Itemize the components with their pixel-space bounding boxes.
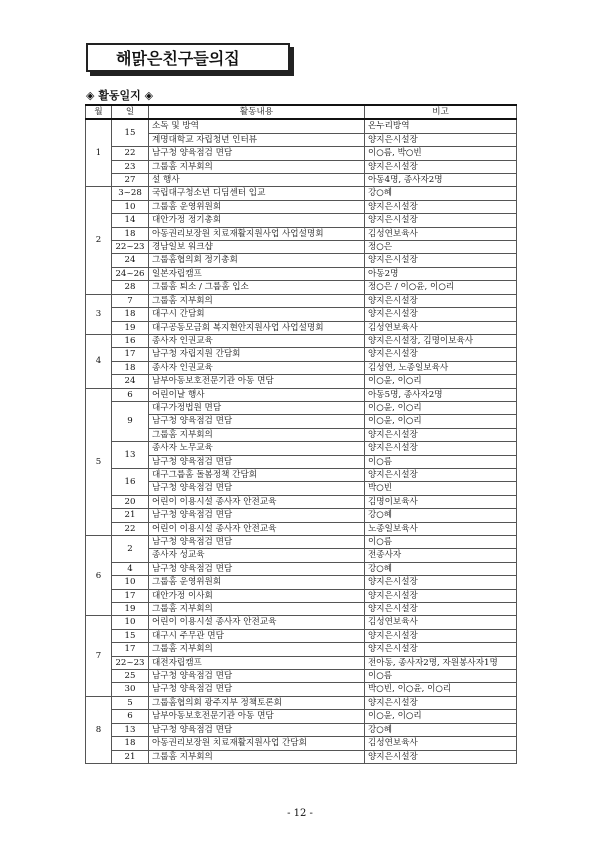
content-cell: 남구청 양육점검 면담: [149, 536, 365, 549]
note-cell: 이○윤, 이○리: [365, 375, 517, 388]
note-cell: 양지은시설장: [365, 468, 517, 481]
table-row: [86, 643, 517, 656]
content-cell: 남구청 양육점검 면담: [149, 147, 365, 160]
day-cell: 10: [112, 576, 149, 589]
day-cell: 17: [112, 643, 149, 656]
table-row: [86, 455, 517, 468]
note-cell: 양지은시설장: [365, 348, 517, 361]
table-row: [86, 388, 517, 401]
table-row: [86, 589, 517, 602]
day-cell: 21: [112, 750, 149, 763]
day-cell: 15: [112, 629, 149, 642]
content-cell: 남구청 양육점검 면담: [149, 562, 365, 575]
content-cell: 종사자 인권교육: [149, 361, 365, 374]
table-row: [86, 294, 517, 307]
day-cell: 6: [112, 388, 149, 401]
day-cell: 18: [112, 361, 149, 374]
content-cell: 어린이날 행사: [149, 388, 365, 401]
note-cell: 양지은시설장: [365, 254, 517, 267]
table-row: [86, 200, 517, 213]
table-row: [86, 576, 517, 589]
content-cell: 그룹홈 지부회의: [149, 603, 365, 616]
content-cell: 소독 및 방역: [149, 119, 365, 133]
note-cell: 김성연보육사: [365, 737, 517, 750]
header-content: 활동내용: [149, 105, 365, 119]
note-cell: 양지은시설장: [365, 603, 517, 616]
content-cell: 대구그룹홈 돌봄정책 간담회: [149, 468, 365, 481]
content-cell: 남부아동보호전문기관 아동 면담: [149, 710, 365, 723]
table-row: [86, 375, 517, 388]
day-cell: 22: [112, 522, 149, 535]
note-cell: 양지은시설장: [365, 576, 517, 589]
content-cell: 그룹홈협의회 정기총회: [149, 254, 365, 267]
content-cell: 그룹홈 지부회의: [149, 428, 365, 441]
day-cell: 9: [112, 401, 149, 441]
day-cell: 24: [112, 375, 149, 388]
table-row: [86, 670, 517, 683]
table-row: [86, 603, 517, 616]
note-cell: 양지은시설장: [365, 160, 517, 173]
table-row: [86, 267, 517, 280]
day-cell: 22~23: [112, 241, 149, 254]
table-row: [86, 656, 517, 669]
content-cell: 남구청 자립지원 간담회: [149, 348, 365, 361]
header-day: 일: [112, 105, 149, 119]
note-cell: 전아동, 종사자2명, 자원봉사자1명: [365, 656, 517, 669]
content-cell: 대안가정 정기총회: [149, 214, 365, 227]
note-cell: 김성연보육사: [365, 321, 517, 334]
content-cell: 그룹홈 지부회의: [149, 643, 365, 656]
table-row: [86, 401, 517, 414]
note-cell: 양지은시설장: [365, 294, 517, 307]
table-row: [86, 133, 517, 146]
content-cell: 그룹홈 지부회의: [149, 750, 365, 763]
content-cell: 대구시 간담회: [149, 308, 365, 321]
day-cell: 13: [112, 442, 149, 469]
content-cell: 종사자 인권교육: [149, 334, 365, 347]
note-cell: 김성연, 노종일보육사: [365, 361, 517, 374]
note-cell: 노종일보육사: [365, 522, 517, 535]
table-row: [86, 616, 517, 629]
month-cell: 3: [86, 294, 112, 334]
day-cell: 7: [112, 294, 149, 307]
table-row: [86, 334, 517, 347]
note-cell: 김성연보육사: [365, 227, 517, 240]
table-row: [86, 214, 517, 227]
day-cell: 13: [112, 723, 149, 736]
table-row: [86, 281, 517, 294]
table-body: [86, 119, 517, 763]
note-cell: 전종사자: [365, 549, 517, 562]
content-cell: 어린이 이용시설 종사자 안전교육: [149, 495, 365, 508]
day-cell: 4: [112, 562, 149, 575]
day-cell: 14: [112, 214, 149, 227]
activity-log-table: [85, 104, 517, 764]
table-row: [86, 482, 517, 495]
content-cell: 국립대구청소년 디딤센터 입교: [149, 187, 365, 200]
note-cell: 박○빈, 이○윤, 이○리: [365, 683, 517, 696]
content-cell: 그룹홈 운영위원회: [149, 200, 365, 213]
table-row: [86, 710, 517, 723]
note-cell: 양지은시설장: [365, 629, 517, 642]
table-row: [86, 442, 517, 455]
page-number: - 12 -: [287, 808, 313, 819]
note-cell: 아동4명, 종사자2명: [365, 174, 517, 187]
content-cell: 남구청 양육점검 면담: [149, 415, 365, 428]
content-cell: 대구가정법원 면담: [149, 401, 365, 414]
table-row: [86, 468, 517, 481]
day-cell: 18: [112, 308, 149, 321]
table-row: [86, 629, 517, 642]
note-cell: 양지은시설장: [365, 589, 517, 602]
note-cell: 양지은시설장, 김명이보육사: [365, 334, 517, 347]
content-cell: 그룹홈 지부회의: [149, 294, 365, 307]
day-cell: 16: [112, 468, 149, 495]
note-cell: 양지은시설장: [365, 133, 517, 146]
table-row: [86, 509, 517, 522]
content-cell: 아동권리보장원 치료재활지원사업 사업설명회: [149, 227, 365, 240]
day-cell: 16: [112, 334, 149, 347]
note-cell: 양지은시설장: [365, 750, 517, 763]
content-cell: 경남일보 워크샵: [149, 241, 365, 254]
note-cell: 양지은시설장: [365, 442, 517, 455]
content-cell: 설 행사: [149, 174, 365, 187]
day-cell: 25: [112, 670, 149, 683]
content-cell: 남구청 양육점검 면담: [149, 509, 365, 522]
table-row: [86, 361, 517, 374]
note-cell: 아동5명, 종사자2명: [365, 388, 517, 401]
day-cell: 24: [112, 254, 149, 267]
day-cell: 22~23: [112, 656, 149, 669]
header-note: 비고: [365, 105, 517, 119]
content-cell: 대전자립캠프: [149, 656, 365, 669]
note-cell: 양지은시설장: [365, 214, 517, 227]
day-cell: 23: [112, 160, 149, 173]
content-cell: 대안가정 이사회: [149, 589, 365, 602]
document-title: 해맑은친구들의집: [116, 49, 240, 68]
note-cell: 강○혜: [365, 187, 517, 200]
note-cell: 이○윤, 이○리: [365, 415, 517, 428]
day-cell: 24~26: [112, 267, 149, 280]
day-cell: 20: [112, 495, 149, 508]
note-cell: 이○름: [365, 455, 517, 468]
table-row: [86, 737, 517, 750]
content-cell: 그룹홈 퇴소 / 그룹홈 입소: [149, 281, 365, 294]
day-cell: 28: [112, 281, 149, 294]
note-cell: 양지은시설장: [365, 428, 517, 441]
day-cell: 18: [112, 227, 149, 240]
day-cell: 19: [112, 603, 149, 616]
table-row: [86, 549, 517, 562]
day-cell: 19: [112, 321, 149, 334]
table-row: [86, 147, 517, 160]
content-cell: 대구공동모금회 복지현안지원사업 사업설명회: [149, 321, 365, 334]
day-cell: 3~28: [112, 187, 149, 200]
table-row: [86, 308, 517, 321]
day-cell: 30: [112, 683, 149, 696]
table-row: [86, 321, 517, 334]
content-cell: 남구청 양육점검 면담: [149, 723, 365, 736]
table-row: [86, 696, 517, 709]
note-cell: 이○름: [365, 536, 517, 549]
note-cell: 온누리방역: [365, 119, 517, 133]
note-cell: 강○혜: [365, 723, 517, 736]
note-cell: 이○윤, 이○리: [365, 710, 517, 723]
content-cell: 그룹홈협의회 광주지부 정책토론회: [149, 696, 365, 709]
table-row: [86, 750, 517, 763]
table-row: [86, 254, 517, 267]
note-cell: 정○은: [365, 241, 517, 254]
content-cell: 어린이 이용시설 종사자 안전교육: [149, 616, 365, 629]
content-cell: 대구시 주무관 면담: [149, 629, 365, 642]
table-row: [86, 536, 517, 549]
note-cell: 김성연보육사: [365, 616, 517, 629]
content-cell: 남구청 양육점검 면담: [149, 670, 365, 683]
content-cell: 남구청 양육점검 면담: [149, 683, 365, 696]
day-cell: 2: [112, 536, 149, 563]
table-row: [86, 348, 517, 361]
table-row: [86, 683, 517, 696]
table-row: [86, 160, 517, 173]
table-row: [86, 723, 517, 736]
document-title-box: [86, 43, 290, 72]
content-cell: 남구청 양육점검 면담: [149, 455, 365, 468]
day-cell: 18: [112, 737, 149, 750]
note-cell: 양지은시설장: [365, 696, 517, 709]
month-cell: 8: [86, 696, 112, 763]
note-cell: 이○름, 박○빈: [365, 147, 517, 160]
month-cell: 2: [86, 187, 112, 294]
table-row: [86, 174, 517, 187]
note-cell: 김명이보육사: [365, 495, 517, 508]
table-row: [86, 119, 517, 133]
note-cell: 강○혜: [365, 562, 517, 575]
month-cell: 7: [86, 616, 112, 696]
section-title: ◈ 활동일지 ◈: [86, 89, 154, 102]
month-cell: 6: [86, 536, 112, 616]
content-cell: 그룹홈 지부회의: [149, 160, 365, 173]
day-cell: 17: [112, 589, 149, 602]
day-cell: 21: [112, 509, 149, 522]
content-cell: 계명대학교 자립청년 인터뷰: [149, 133, 365, 146]
content-cell: 어린이 이용시설 종사자 안전교육: [149, 522, 365, 535]
note-cell: 이○름: [365, 670, 517, 683]
day-cell: 10: [112, 200, 149, 213]
note-cell: 양지은시설장: [365, 308, 517, 321]
table-row: [86, 241, 517, 254]
table-row: [86, 495, 517, 508]
day-cell: 27: [112, 174, 149, 187]
day-cell: 17: [112, 348, 149, 361]
table-header-row: [86, 105, 517, 119]
note-cell: 양지은시설장: [365, 643, 517, 656]
header-month: 월: [86, 105, 112, 119]
day-cell: 5: [112, 696, 149, 709]
day-cell: 22: [112, 147, 149, 160]
table-row: [86, 187, 517, 200]
month-cell: 1: [86, 119, 112, 187]
table-row: [86, 562, 517, 575]
table-row: [86, 522, 517, 535]
month-cell: 5: [86, 388, 112, 535]
note-cell: 정○은 / 이○윤, 이○리: [365, 281, 517, 294]
content-cell: 종사자 성교육: [149, 549, 365, 562]
content-cell: 그룹홈 운영위원회: [149, 576, 365, 589]
content-cell: 남구청 양육점검 면담: [149, 482, 365, 495]
note-cell: 이○윤, 이○리: [365, 401, 517, 414]
day-cell: 6: [112, 710, 149, 723]
content-cell: 아동권리보장원 치료재활지원사업 간담회: [149, 737, 365, 750]
month-cell: 4: [86, 334, 112, 388]
note-cell: 박○빈: [365, 482, 517, 495]
day-cell: 10: [112, 616, 149, 629]
note-cell: 양지은시설장: [365, 200, 517, 213]
table-row: [86, 428, 517, 441]
note-cell: 아동2명: [365, 267, 517, 280]
table-row: [86, 415, 517, 428]
content-cell: 남부아동보호전문기관 아동 면담: [149, 375, 365, 388]
content-cell: 일본자립캠프: [149, 267, 365, 280]
day-cell: 15: [112, 119, 149, 146]
note-cell: 강○혜: [365, 509, 517, 522]
content-cell: 종사자 노무교육: [149, 442, 365, 455]
table-row: [86, 227, 517, 240]
